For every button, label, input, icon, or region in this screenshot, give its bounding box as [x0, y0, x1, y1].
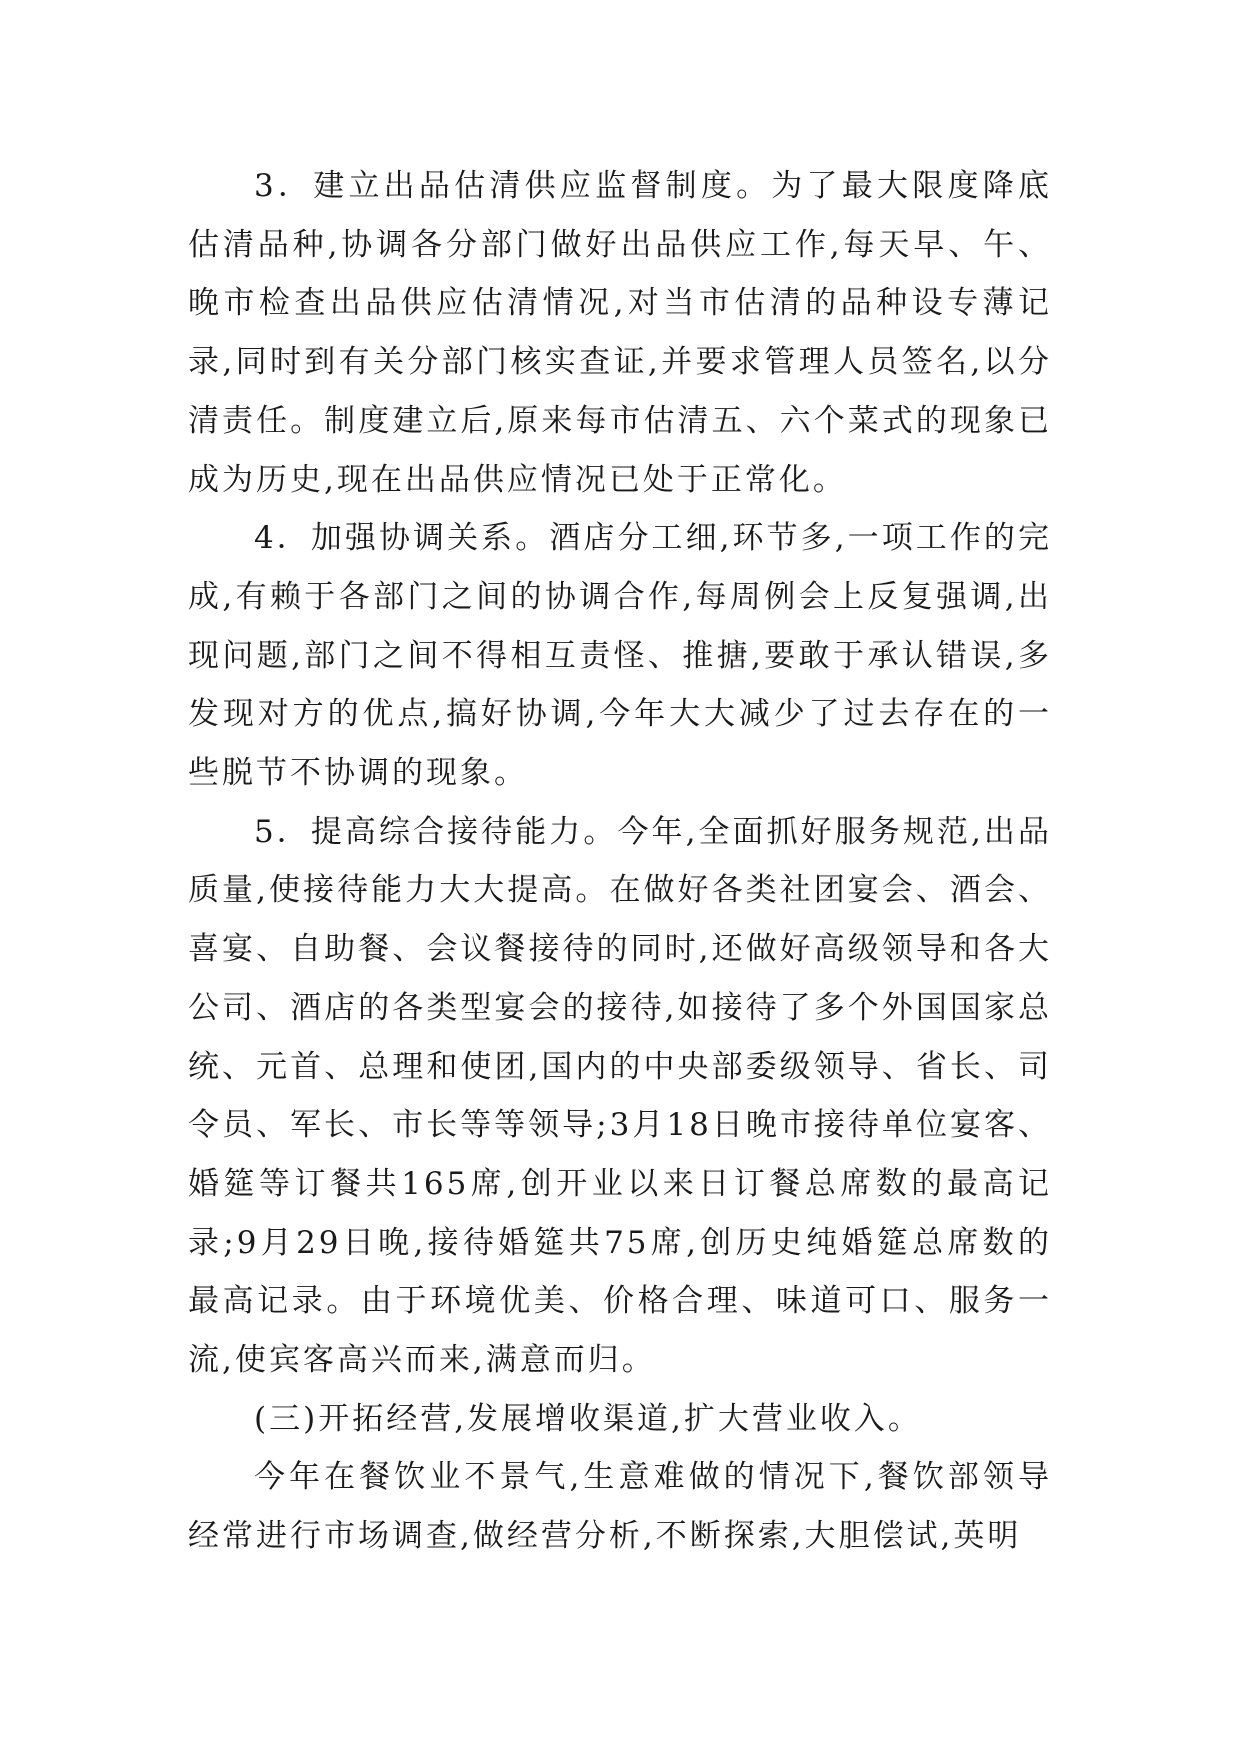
paragraph-body: 今年在餐饮业不景气,生意难做的情况下,餐饮部领导经常进行市场调查,做经营分析,不断探索,大胆偿试,英明 — [188, 1459, 1052, 1555]
paragraph-item-4: 4．加强协调关系。酒店分工细,环节多,一项工作的完成,有赖于各部门之间的协调合作,每周例会上反复强调,出现问题,部门之间不得相互责怪、推搪,要敢于承认错误,多发现对方的优点,搞好协调,今年大大减少了过去存在的一些脱节不协调的现象。 — [188, 520, 1052, 792]
paragraph-item-3: 3．建立出品估清供应监督制度。为了最大限度降底估清品种,协调各分部门做好出品供应工作,每天早、午、晚市检查出品供应估清情况,对当市估清的品种设专薄记录,同时到有关分部门核实查证,并要求管理人员签名,以分清责任。制度建立后,原来每市估清五、六个菜式的现象已成为历史,现在出品供应情况已处于正常化。 — [188, 168, 1052, 498]
section-heading-3: (三)开拓经营,发展增收渠道,扩大营业收入。 — [254, 1400, 922, 1437]
document-body — [188, 157, 1052, 1566]
paragraph-item-5: 5．提高综合接待能力。今年,全面抓好服务规范,出品质量,使接待能力大大提高。在做好各类社团宴会、酒会、喜宴、自助餐、会议餐接待的同时,还做好高级领导和各大公司、酒店的各类型宴会的接待,如接待了多个外国国家总统、元首、总理和使团,国内的中央部委级领导、省长、司令员、军长、市长等等领导;3月18日晚市接待单位宴客、婚筵等订餐共165席,创开业以来日订餐总席数的最高记录;9月29日晚,接待婚筵共75席,创历史纯婚筵总席数的最高记录。由于环境优美、价格合理、味道可口、服务一流,使宾客高兴而来,满意而归。 — [188, 813, 1052, 1379]
